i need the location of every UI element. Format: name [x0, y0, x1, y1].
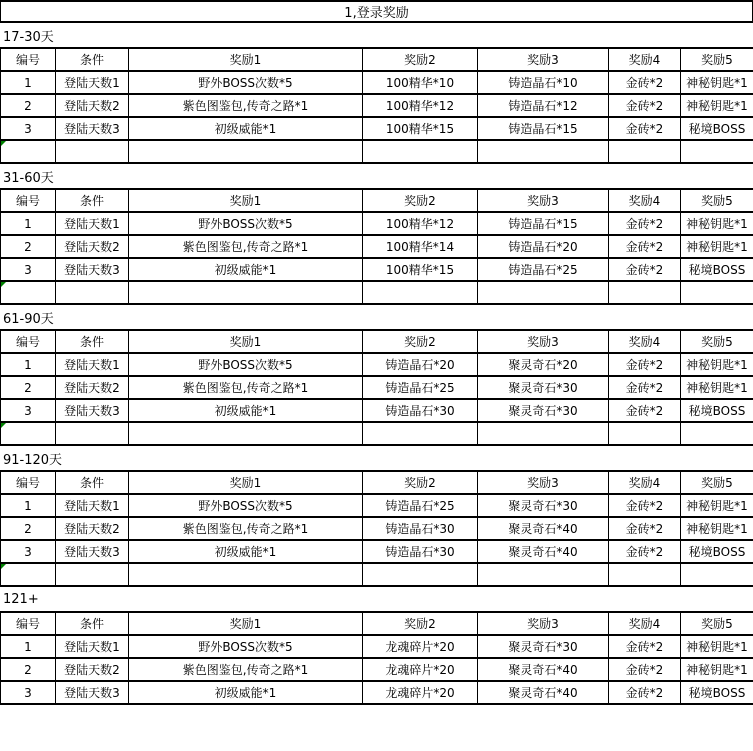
reward-section-2 [0, 305, 753, 446]
table-row [1, 212, 753, 235]
table-row [1, 540, 753, 563]
reward-section-1 [0, 164, 753, 305]
cell[interactable]: 紫色图鉴包,传奇之路*1 [129, 94, 363, 117]
empty-cell[interactable] [363, 422, 478, 445]
error-indicator-icon [1, 423, 6, 428]
cell[interactable]: 铸造晶石*20 [363, 353, 478, 376]
column-header[interactable]: 奖励2 [363, 189, 478, 212]
cell[interactable]: 1 [1, 212, 56, 235]
empty-cell[interactable] [56, 422, 129, 445]
cell[interactable]: 登陆天数3 [56, 117, 129, 140]
column-header[interactable]: 奖励1 [129, 189, 363, 212]
column-header[interactable]: 条件 [56, 330, 129, 353]
header-row [1, 48, 753, 71]
empty-cell[interactable] [363, 140, 478, 163]
reward-table [0, 470, 753, 587]
reward-table [0, 329, 753, 446]
column-header[interactable]: 编号 [1, 612, 56, 635]
section-label: 17-30天 [3, 29, 54, 45]
header-row [1, 612, 753, 635]
empty-cell[interactable] [609, 563, 681, 586]
column-header[interactable]: 奖励3 [478, 471, 609, 494]
empty-cell[interactable] [56, 281, 129, 304]
cell[interactable]: 铸造晶石*15 [478, 212, 609, 235]
cell[interactable]: 金砖*2 [609, 658, 681, 681]
cell[interactable]: 2 [1, 517, 56, 540]
empty-cell[interactable] [681, 563, 753, 586]
empty-cell[interactable] [363, 563, 478, 586]
cell[interactable]: 登陆天数2 [56, 517, 129, 540]
cell[interactable]: 神秘钥匙*1 [681, 235, 753, 258]
section-label-cell[interactable] [0, 305, 753, 329]
cell[interactable]: 神秘钥匙*1 [681, 71, 753, 94]
column-header[interactable]: 奖励3 [478, 48, 609, 71]
cell[interactable]: 金砖*2 [609, 258, 681, 281]
cell[interactable]: 聚灵奇石*30 [478, 635, 609, 658]
cell[interactable]: 铸造晶石*30 [363, 399, 478, 422]
column-header[interactable]: 条件 [56, 471, 129, 494]
cell[interactable]: 神秘钥匙*1 [681, 517, 753, 540]
table-body [1, 635, 753, 704]
cell[interactable]: 金砖*2 [609, 494, 681, 517]
column-header[interactable]: 奖励3 [478, 612, 609, 635]
cell[interactable]: 金砖*2 [609, 94, 681, 117]
table-row [1, 494, 753, 517]
cell[interactable]: 初级威能*1 [129, 681, 363, 704]
cell[interactable]: 秘境BOSS [681, 258, 753, 281]
column-header[interactable]: 奖励5 [681, 330, 753, 353]
section-label-cell[interactable] [0, 446, 753, 470]
cell[interactable]: 登陆天数2 [56, 235, 129, 258]
empty-cell[interactable] [681, 422, 753, 445]
page-title: 1,登录奖励 [344, 6, 409, 21]
column-header[interactable]: 奖励1 [129, 330, 363, 353]
reward-table [0, 188, 753, 305]
cell[interactable]: 聚灵奇石*40 [478, 681, 609, 704]
empty-cell[interactable] [478, 422, 609, 445]
empty-cell[interactable] [1, 422, 56, 445]
table-row [1, 235, 753, 258]
cell[interactable]: 聚灵奇石*40 [478, 658, 609, 681]
column-header[interactable]: 奖励2 [363, 471, 478, 494]
table-head [1, 330, 753, 353]
reward-table [0, 611, 753, 705]
cell[interactable]: 100精华*15 [363, 258, 478, 281]
column-header[interactable]: 奖励5 [681, 48, 753, 71]
column-header[interactable]: 奖励5 [681, 471, 753, 494]
column-header[interactable]: 奖励4 [609, 471, 681, 494]
cell[interactable]: 登陆天数1 [56, 353, 129, 376]
cell[interactable]: 登陆天数3 [56, 681, 129, 704]
column-header[interactable]: 奖励2 [363, 330, 478, 353]
empty-cell[interactable] [1, 563, 56, 586]
empty-cell[interactable] [56, 563, 129, 586]
cell[interactable]: 神秘钥匙*1 [681, 94, 753, 117]
cell[interactable]: 铸造晶石*15 [478, 117, 609, 140]
section-label-cell[interactable] [0, 587, 753, 611]
cell[interactable]: 2 [1, 376, 56, 399]
cell[interactable]: 2 [1, 235, 56, 258]
cell[interactable]: 铸造晶石*25 [363, 376, 478, 399]
cell[interactable]: 登陆天数2 [56, 94, 129, 117]
empty-cell[interactable] [478, 140, 609, 163]
empty-cell[interactable] [681, 140, 753, 163]
cell[interactable]: 野外BOSS次数*5 [129, 635, 363, 658]
reward-section-4 [0, 587, 753, 705]
column-header[interactable]: 奖励1 [129, 471, 363, 494]
header-row [1, 330, 753, 353]
reward-table [0, 47, 753, 164]
cell[interactable]: 聚灵奇石*40 [478, 517, 609, 540]
error-indicator-icon [1, 564, 6, 569]
empty-row [1, 563, 753, 586]
empty-row [1, 140, 753, 163]
cell[interactable]: 神秘钥匙*1 [681, 353, 753, 376]
cell[interactable]: 野外BOSS次数*5 [129, 494, 363, 517]
empty-cell[interactable] [478, 281, 609, 304]
cell[interactable]: 3 [1, 117, 56, 140]
table-body [1, 353, 753, 445]
cell[interactable]: 1 [1, 494, 56, 517]
table-head [1, 471, 753, 494]
empty-cell[interactable] [129, 140, 363, 163]
cell[interactable]: 金砖*2 [609, 117, 681, 140]
table-row [1, 376, 753, 399]
cell[interactable]: 神秘钥匙*1 [681, 494, 753, 517]
reward-section-3 [0, 446, 753, 587]
cell[interactable]: 金砖*2 [609, 635, 681, 658]
header-row [1, 471, 753, 494]
header-row [1, 189, 753, 212]
cell[interactable]: 金砖*2 [609, 681, 681, 704]
column-header[interactable]: 编号 [1, 330, 56, 353]
cell[interactable]: 3 [1, 681, 56, 704]
column-header[interactable]: 奖励2 [363, 48, 478, 71]
section-label: 61-90天 [3, 311, 54, 327]
cell[interactable]: 2 [1, 94, 56, 117]
cell[interactable]: 铸造晶石*25 [478, 258, 609, 281]
cell[interactable]: 100精华*14 [363, 235, 478, 258]
cell[interactable]: 龙魂碎片*20 [363, 635, 478, 658]
table-head [1, 612, 753, 635]
cell[interactable]: 金砖*2 [609, 71, 681, 94]
reward-section-0 [0, 23, 753, 164]
cell[interactable]: 铸造晶石*20 [478, 235, 609, 258]
cell[interactable]: 金砖*2 [609, 540, 681, 563]
cell[interactable]: 秘境BOSS [681, 540, 753, 563]
cell[interactable]: 登陆天数3 [56, 399, 129, 422]
cell[interactable]: 聚灵奇石*30 [478, 399, 609, 422]
cell[interactable]: 聚灵奇石*30 [478, 494, 609, 517]
table-head [1, 48, 753, 71]
table-row [1, 71, 753, 94]
cell[interactable]: 金砖*2 [609, 235, 681, 258]
empty-cell[interactable] [129, 281, 363, 304]
cell[interactable]: 铸造晶石*10 [478, 71, 609, 94]
cell[interactable]: 金砖*2 [609, 517, 681, 540]
error-indicator-icon [1, 282, 6, 287]
cell[interactable]: 秘境BOSS [681, 117, 753, 140]
column-header[interactable]: 奖励4 [609, 48, 681, 71]
cell[interactable]: 紫色图鉴包,传奇之路*1 [129, 658, 363, 681]
cell[interactable]: 100精华*10 [363, 71, 478, 94]
cell[interactable]: 野外BOSS次数*5 [129, 212, 363, 235]
column-header[interactable]: 条件 [56, 189, 129, 212]
empty-cell[interactable] [1, 281, 56, 304]
column-header[interactable]: 奖励1 [129, 612, 363, 635]
section-label: 121+ [3, 591, 39, 607]
table-row [1, 635, 753, 658]
column-header[interactable]: 奖励2 [363, 612, 478, 635]
cell[interactable]: 3 [1, 258, 56, 281]
cell[interactable]: 2 [1, 658, 56, 681]
cell[interactable]: 铸造晶石*30 [363, 540, 478, 563]
column-header[interactable]: 编号 [1, 471, 56, 494]
cell[interactable]: 登陆天数2 [56, 376, 129, 399]
column-header[interactable]: 奖励5 [681, 612, 753, 635]
cell[interactable]: 聚灵奇石*20 [478, 353, 609, 376]
cell[interactable]: 登陆天数1 [56, 494, 129, 517]
cell[interactable]: 金砖*2 [609, 353, 681, 376]
column-header[interactable]: 奖励1 [129, 48, 363, 71]
column-header[interactable]: 奖励5 [681, 189, 753, 212]
table-row [1, 117, 753, 140]
column-header[interactable]: 奖励4 [609, 330, 681, 353]
cell[interactable]: 金砖*2 [609, 376, 681, 399]
table-row [1, 658, 753, 681]
table-row [1, 94, 753, 117]
cell[interactable]: 铸造晶石*25 [363, 494, 478, 517]
cell[interactable]: 初级威能*1 [129, 399, 363, 422]
cell[interactable]: 铸造晶石*30 [363, 517, 478, 540]
sections-container [0, 23, 753, 705]
cell[interactable]: 3 [1, 399, 56, 422]
column-header[interactable]: 编号 [1, 48, 56, 71]
cell[interactable]: 1 [1, 353, 56, 376]
empty-cell[interactable] [129, 563, 363, 586]
cell[interactable]: 秘境BOSS [681, 681, 753, 704]
cell[interactable]: 聚灵奇石*30 [478, 376, 609, 399]
cell[interactable]: 登陆天数2 [56, 658, 129, 681]
cell[interactable]: 铸造晶石*12 [478, 94, 609, 117]
empty-cell[interactable] [609, 422, 681, 445]
table-head [1, 189, 753, 212]
cell[interactable]: 神秘钥匙*1 [681, 376, 753, 399]
cell[interactable]: 登陆天数1 [56, 212, 129, 235]
table-body [1, 212, 753, 304]
cell[interactable]: 紫色图鉴包,传奇之路*1 [129, 376, 363, 399]
cell[interactable]: 初级威能*1 [129, 258, 363, 281]
cell[interactable]: 初级威能*1 [129, 540, 363, 563]
empty-cell[interactable] [681, 281, 753, 304]
cell[interactable]: 野外BOSS次数*5 [129, 71, 363, 94]
cell[interactable]: 金砖*2 [609, 212, 681, 235]
section-label: 31-60天 [3, 170, 54, 186]
cell[interactable]: 3 [1, 540, 56, 563]
cell[interactable]: 1 [1, 71, 56, 94]
table-row [1, 258, 753, 281]
error-indicator-icon [1, 141, 6, 146]
section-label: 91-120天 [3, 452, 63, 468]
cell[interactable]: 神秘钥匙*1 [681, 212, 753, 235]
cell[interactable]: 金砖*2 [609, 399, 681, 422]
empty-row [1, 422, 753, 445]
empty-cell[interactable] [1, 140, 56, 163]
table-row [1, 353, 753, 376]
table-row [1, 517, 753, 540]
column-header[interactable]: 编号 [1, 189, 56, 212]
cell[interactable]: 100精华*12 [363, 94, 478, 117]
cell[interactable]: 登陆天数3 [56, 540, 129, 563]
cell[interactable]: 100精华*15 [363, 117, 478, 140]
cell[interactable]: 神秘钥匙*1 [681, 635, 753, 658]
empty-cell[interactable] [56, 140, 129, 163]
cell[interactable]: 登陆天数1 [56, 71, 129, 94]
merged-title-cell[interactable] [0, 0, 753, 23]
empty-cell[interactable] [478, 563, 609, 586]
section-label-cell[interactable] [0, 23, 753, 47]
cell[interactable]: 神秘钥匙*1 [681, 658, 753, 681]
cell[interactable]: 野外BOSS次数*5 [129, 353, 363, 376]
cell[interactable]: 龙魂碎片*20 [363, 681, 478, 704]
empty-cell[interactable] [129, 422, 363, 445]
empty-cell[interactable] [363, 281, 478, 304]
column-header[interactable]: 奖励4 [609, 189, 681, 212]
column-header[interactable]: 奖励3 [478, 189, 609, 212]
section-label-cell[interactable] [0, 164, 753, 188]
cell[interactable]: 聚灵奇石*40 [478, 540, 609, 563]
column-header[interactable]: 条件 [56, 48, 129, 71]
cell[interactable]: 初级威能*1 [129, 117, 363, 140]
cell[interactable]: 登陆天数1 [56, 635, 129, 658]
cell[interactable]: 100精华*12 [363, 212, 478, 235]
table-row [1, 399, 753, 422]
empty-cell[interactable] [609, 281, 681, 304]
column-header[interactable]: 条件 [56, 612, 129, 635]
cell[interactable]: 龙魂碎片*20 [363, 658, 478, 681]
cell[interactable]: 紫色图鉴包,传奇之路*1 [129, 235, 363, 258]
cell[interactable]: 1 [1, 635, 56, 658]
empty-row [1, 281, 753, 304]
table-row [1, 681, 753, 704]
table-body [1, 494, 753, 586]
cell[interactable]: 紫色图鉴包,传奇之路*1 [129, 517, 363, 540]
empty-cell[interactable] [609, 140, 681, 163]
column-header[interactable]: 奖励4 [609, 612, 681, 635]
cell[interactable]: 秘境BOSS [681, 399, 753, 422]
cell[interactable]: 登陆天数3 [56, 258, 129, 281]
column-header[interactable]: 奖励3 [478, 330, 609, 353]
table-body [1, 71, 753, 163]
